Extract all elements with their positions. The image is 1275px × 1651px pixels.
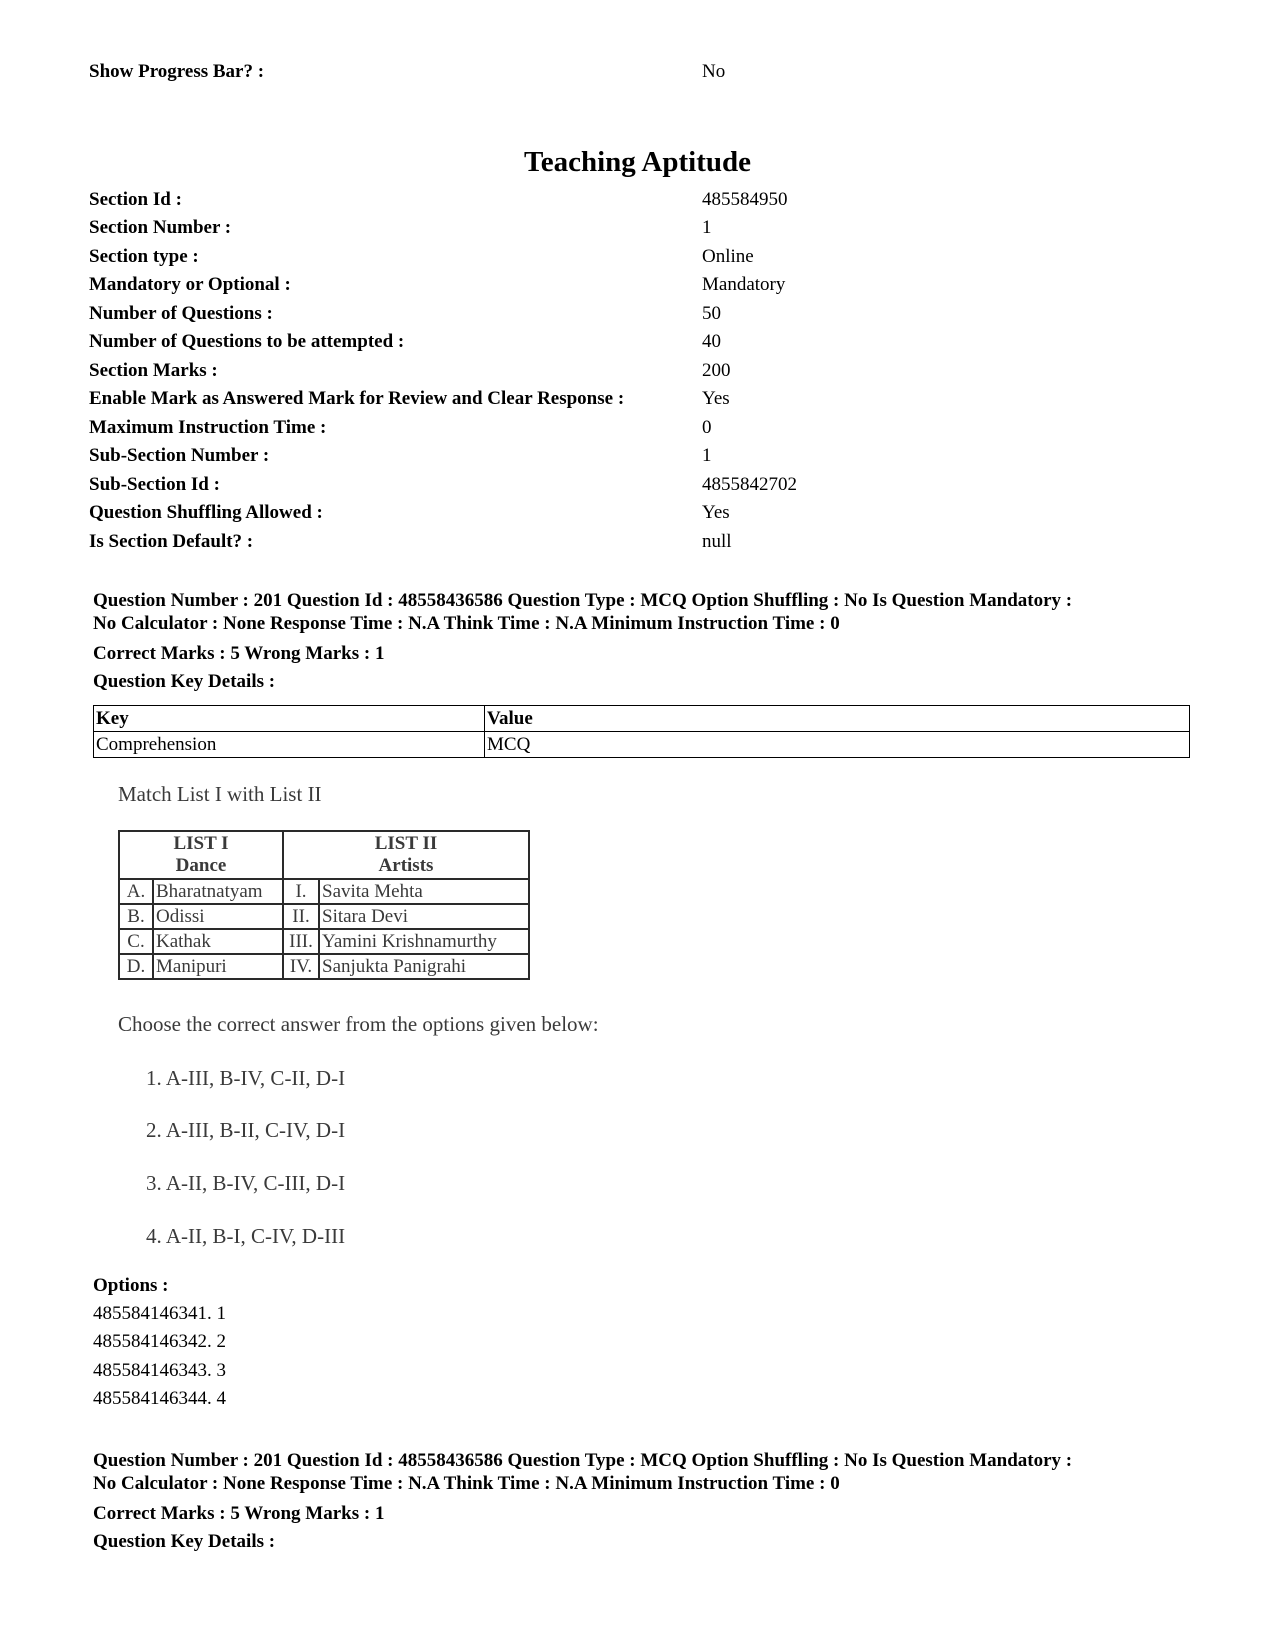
question-header [93, 589, 1213, 635]
field-label: Number of Questions : [89, 303, 273, 324]
field-value: Mandatory [702, 274, 786, 295]
options-label: Options : [93, 1275, 169, 1296]
field-label: Enable Mark as Answered Mark for Review and Clear Response : [89, 388, 625, 409]
answer-choice: 3. A-II, B-IV, C-III, D-I [146, 1171, 346, 1195]
answer-choice: 2. A-III, B-II, C-IV, D-I [146, 1118, 346, 1142]
section-field-row [89, 186, 1189, 214]
question-marks: Correct Marks : 5 Wrong Marks : 1 [93, 643, 385, 664]
list1-letter: D. [119, 954, 153, 979]
artist-name: Savita Mehta [319, 879, 529, 904]
list1-subtitle: Dance [175, 855, 227, 876]
choose-instruction: Choose the correct answer from the options given below: [118, 1012, 599, 1036]
question-key-details-label: Question Key Details : [93, 671, 276, 692]
section-field-row [89, 528, 1189, 556]
field-label: Section Marks : [89, 360, 218, 381]
section-title: Teaching Aptitude [524, 146, 751, 178]
field-value: 1 [702, 217, 712, 238]
list1-letter: C. [119, 929, 153, 954]
list1-title: LIST I [173, 833, 229, 854]
list1-letter: B. [119, 904, 153, 929]
table-row [119, 904, 529, 929]
question-prompt: Match List I with List II [118, 782, 322, 806]
field-value: null [702, 531, 732, 552]
field-label: Mandatory or Optional : [89, 274, 291, 295]
dance-name: Odissi [153, 904, 283, 929]
dance-name: Kathak [153, 929, 283, 954]
section-field-row [89, 471, 1189, 499]
option-item: 485584146342. 2 [93, 1331, 226, 1352]
section-field-row [89, 300, 1189, 328]
table-header-value: Value [485, 706, 1190, 732]
field-value: 4855842702 [702, 474, 797, 495]
section-field-row [89, 328, 1189, 356]
section-field-row [89, 414, 1189, 442]
table-row [94, 732, 1190, 758]
question-key-table [93, 705, 1190, 758]
question-header-line2: No Calculator : None Response Time : N.A Think Time : N.A Minimum Instruction Time : 0 [93, 613, 840, 634]
field-label: Section Id : [89, 189, 182, 210]
field-label: Sub-Section Id : [89, 474, 220, 495]
question-key-details-label: Question Key Details : [93, 1531, 276, 1552]
question-marks: Correct Marks : 5 Wrong Marks : 1 [93, 1503, 385, 1524]
field-value: 50 [702, 303, 721, 324]
list2-numeral: IV. [283, 954, 319, 979]
table-row [119, 954, 529, 979]
field-value: Online [702, 246, 754, 267]
list2-subtitle: Artists [378, 855, 434, 876]
table-cell-key: Comprehension [94, 732, 485, 758]
list2-header [283, 831, 529, 879]
field-label: Section Number : [89, 217, 232, 238]
option-item: 485584146344. 4 [93, 1388, 226, 1409]
table-header-key: Key [94, 706, 485, 732]
progress-bar-value: No [702, 61, 726, 82]
field-value: 40 [702, 331, 721, 352]
question-header [93, 1449, 1213, 1495]
field-value: 0 [702, 417, 712, 438]
option-item: 485584146341. 1 [93, 1303, 226, 1324]
table-cell-value: MCQ [485, 732, 1190, 758]
dance-name: Bharatnatyam [153, 879, 283, 904]
section-field-row [89, 357, 1189, 385]
list2-numeral: I. [283, 879, 319, 904]
table-row [119, 929, 529, 954]
section-field-row [89, 214, 1189, 242]
list1-header [119, 831, 283, 879]
field-label: Number of Questions to be attempted : [89, 331, 405, 352]
list1-letter: A. [119, 879, 153, 904]
artist-name: Sanjukta Panigrahi [319, 954, 529, 979]
field-value: 200 [702, 360, 731, 381]
table-row [119, 879, 529, 904]
list2-numeral: II. [283, 904, 319, 929]
match-list-header-row [119, 831, 529, 879]
table-header-row [94, 706, 1190, 732]
progress-bar-label: Show Progress Bar? : [89, 61, 265, 82]
field-label: Is Section Default? : [89, 531, 254, 552]
question-header-line1: Question Number : 201 Question Id : 48558436586 Question Type : MCQ Option Shuffling : No Is Question Mandatory : [93, 1450, 1073, 1471]
field-value: 485584950 [702, 189, 788, 210]
list2-title: LIST II [374, 833, 438, 854]
field-label: Section type : [89, 246, 199, 267]
progress-bar-row [89, 58, 1189, 86]
answer-choice: 4. A-II, B-I, C-IV, D-III [146, 1224, 346, 1248]
section-field-row [89, 499, 1189, 527]
field-value: 1 [702, 445, 712, 466]
list2-numeral: III. [283, 929, 319, 954]
artist-name: Yamini Krishnamurthy [319, 929, 529, 954]
field-value: Yes [702, 388, 730, 409]
section-field-row [89, 271, 1189, 299]
dance-name: Manipuri [153, 954, 283, 979]
field-value: Yes [702, 502, 730, 523]
option-item: 485584146343. 3 [93, 1360, 226, 1381]
match-list-table [118, 830, 530, 980]
artist-name: Sitara Devi [319, 904, 529, 929]
section-field-row [89, 243, 1189, 271]
section-field-row [89, 385, 1189, 413]
question-header-line2: No Calculator : None Response Time : N.A Think Time : N.A Minimum Instruction Time : 0 [93, 1473, 840, 1494]
field-label: Question Shuffling Allowed : [89, 502, 323, 523]
answer-choice: 1. A-III, B-IV, C-II, D-I [146, 1066, 346, 1090]
field-label: Sub-Section Number : [89, 445, 270, 466]
field-label: Maximum Instruction Time : [89, 417, 327, 438]
question-header-line1: Question Number : 201 Question Id : 48558436586 Question Type : MCQ Option Shuffling : No Is Question Mandatory : [93, 590, 1073, 611]
section-field-row [89, 442, 1189, 470]
